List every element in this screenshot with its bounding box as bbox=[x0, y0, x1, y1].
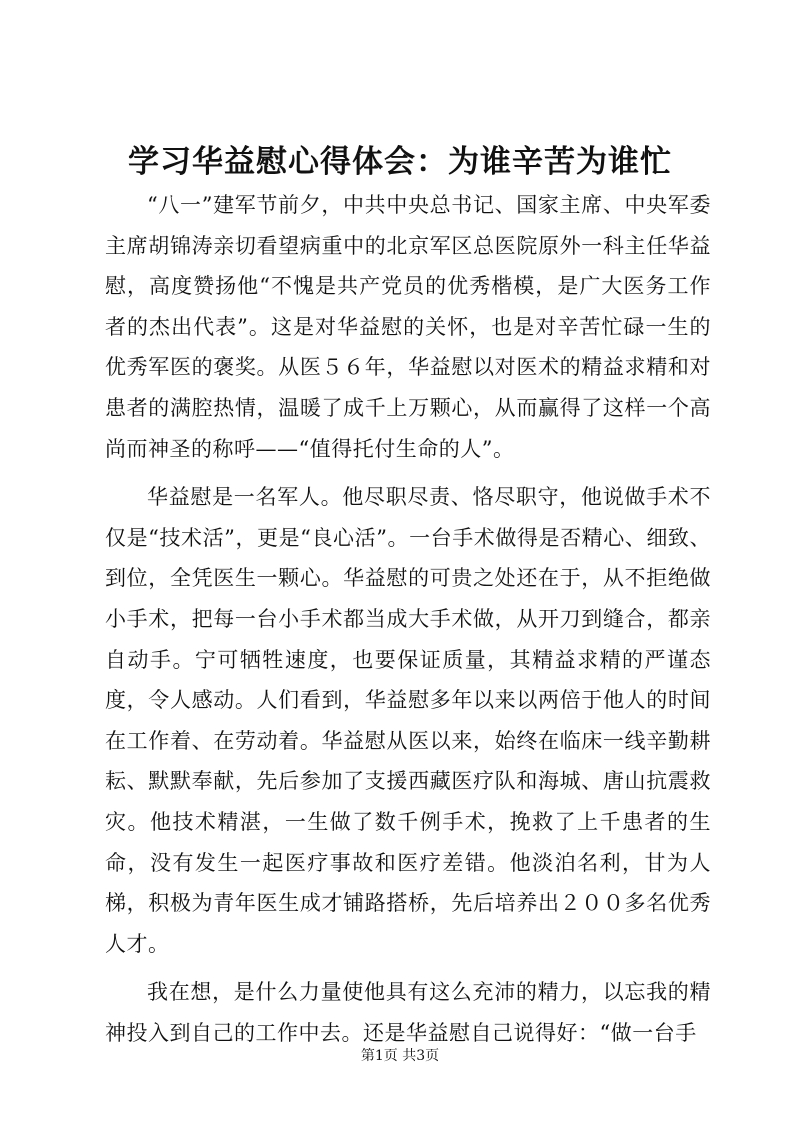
paragraph-2: 华益慰是一名军人。他尽职尽责、恪尽职守，他说做手术不仅是“技术活”，更是“良心活”。一台手术做得是否精心、细致、到位，全凭医生一颗心。华益慰的可贵之处还在于，从不拒绝做小手术，把每一台小手术都当成大手术做，从开刀到缝合，都亲自动手。宁可牺牲速度，也要保证质量，其精益求精的严谨态度，令人感动。人们看到，华益慰多年以来以两倍于他人的时间在工作着、在劳动着。华益慰从医以来，始终在临床一线辛勤耕耘、默默奉献，先后参加了支援西藏医疗队和海城、唐山抗震救灾。他技术精湛，一生做了数千例手术，挽救了上千患者的生命，没有发生一起医疗事故和医疗差错。他淡泊名利，甘为人梯，积极为青年医生成才铺路搭桥，先后培养出２００多名优秀人才。 bbox=[105, 485, 711, 956]
page-title: 学习华益慰心得体会：为谁辛苦为谁忙 bbox=[128, 144, 672, 180]
paragraph-3: 我在想，是什么力量使他具有这么充沛的精力，以忘我的精神投入到自己的工作中去。还是华益慰自己说得好：“做一台手 bbox=[105, 980, 711, 1045]
document-body bbox=[105, 185, 711, 1061]
page-footer: 第1页 共3页 bbox=[360, 1048, 440, 1064]
paragraph-1: “八一”建军节前夕，中共中央总书记、国家主席、中央军委主席胡锦涛亲切看望病重中的北京军区总医院原外一科主任华益慰，高度赞扬他“不愧是共产党员的优秀楷模，是广大医务工作者的杰出代表”。这是对华益慰的关怀，也是对辛苦忙碌一生的优秀军医的褒奖。从医５６年，华益慰以对医术的精益求精和对患者的满腔热情，温暖了成千上万颗心，从而赢得了这样一个高尚而神圣的称呼——“值得托付生命的人”。 bbox=[105, 193, 711, 461]
